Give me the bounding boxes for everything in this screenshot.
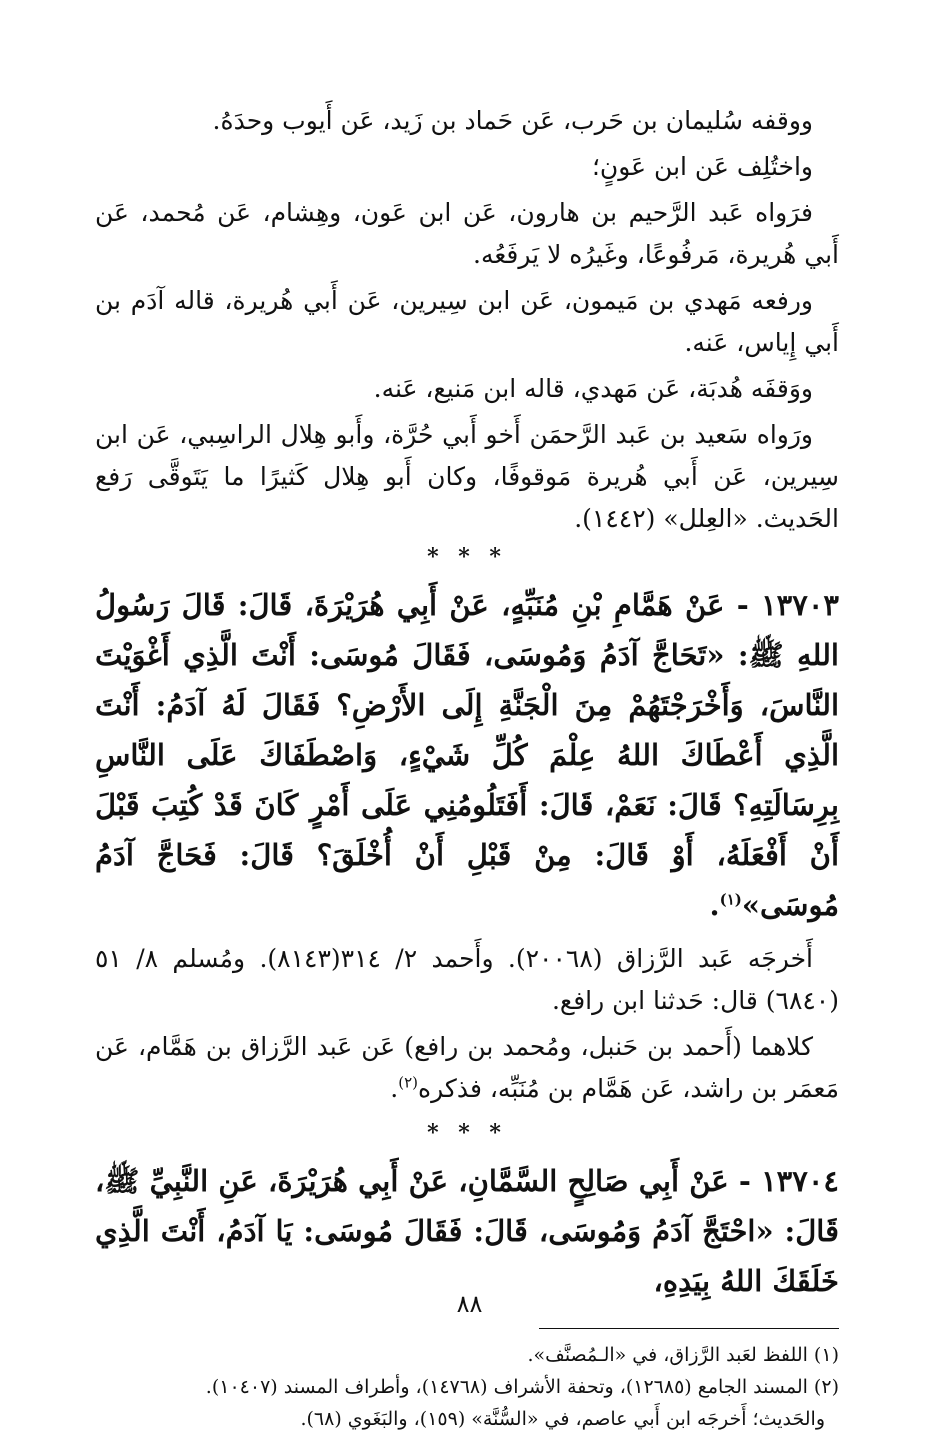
takhrij-text: كلاهما (أَحمد بن حَنبل، ومُحمد بن رافع) عَن عَبد الرَّزاق بن هَمَّام، عَن مَعمَر بن راشد، عَن هَمَّام بن مُنَبِّه، فذكره	[95, 1032, 839, 1103]
page-number: ٨٨	[456, 1290, 483, 1318]
takhrij-paragraph: كلاهما (أَحمد بن حَنبل، ومُحمد بن رافع) عَن عَبد الرَّزاق بن هَمَّام، عَن مَعمَر بن راشد، عَن هَمَّام بن مُنَبِّه، فذكره$^{(٢)}$.	[95, 1032, 839, 1103]
footnote-divider	[539, 1328, 839, 1329]
takhrij-paragraph: أَخرجَه عَبد الرَّزاق (٢٠٠٦٨). وأَحمد ٢/ ٣١٤(٨١٤٣). ومُسلم ٨/ ٥١ (٦٨٤٠) قال: حَدثنا ابن رافع.	[95, 944, 839, 1015]
hadith-text: - عَنْ أَبِي صَالِحٍ السَّمَّانِ، عَنْ أَبِي هُرَيْرَةَ، عَنِ النَّبِيِّ ﷺ، قَالَ: «احْتَجَّ آدَمُ وَمُوسَى، قَالَ: فَقَالَ مُوسَى: يَا آدَمُ، أَنْتَ الَّذِي خَلَقَكَ اللهُ بِيَدِهِ،	[95, 1164, 839, 1298]
hadith-text: - عَنْ هَمَّامِ بْنِ مُنَبِّهٍ، عَنْ أَبِي هُرَيْرَةَ، قَالَ: قَالَ رَسُولُ اللهِ ﷺ: «تَحَاجَّ آدَمُ وَمُوسَى، فَقَالَ مُوسَى: أَنْتَ الَّذِي أَغْوَيْتَ النَّاسَ، وَأَخْرَجْتَهُمْ مِنَ الْجَنَّةِ إِلَى الأَرْضِ؟ فَقَالَ لَهُ آدَمُ: أَنْتَ الَّذِي أَعْطَاكَ اللهُ عِلْمَ كُلِّ شَيْءٍ، وَاصْطَفَاكَ عَلَى النَّاسِ بِرِسَالَتِهِ؟ قَالَ: نَعَمْ، قَالَ: أَفَتَلُومُنِي عَلَى أَمْرٍ كَانَ قَدْ كُتِبَ قَبْلَ أَنْ أَفْعَلَهُ، أَوْ قَالَ: مِنْ قَبْلِ أَنْ أُخْلَقَ؟ قَالَ: فَحَاجَّ آدَمُ مُوسَى»	[95, 588, 839, 922]
hadith-13703: ١٣٧٠٣ - عَنْ هَمَّامِ بْنِ مُنَبِّهٍ، عَنْ أَبِي هُرَيْرَةَ، قَالَ: قَالَ رَسُولُ اللهِ ﷺ: «تَحَاجَّ آدَمُ وَمُوسَى، فَقَالَ مُوسَى: أَنْتَ الَّذِي أَغْوَيْتَ النَّاسَ، وَأَخْرَجْتَهُمْ مِنَ الْجَنَّةِ إِلَى الأَرْضِ؟ فَقَالَ لَهُ آدَمُ: أَنْتَ الَّذِي أَعْطَاكَ اللهُ عِلْمَ كُلِّ شَيْءٍ، وَاصْطَفَاكَ عَلَى النَّاسِ بِرِسَالَتِهِ؟ قَالَ: نَعَمْ، قَالَ: أَفَتَلُومُنِي عَلَى أَمْرٍ كَانَ قَدْ كُتِبَ قَبْلَ أَنْ أَفْعَلَهُ، أَوْ قَالَ: مِنْ قَبْلِ أَنْ أُخْلَقَ؟ قَالَ: فَحَاجَّ آدَمُ مُوسَى»$^{(١)}$.	[95, 588, 839, 922]
footnote-2: (٢) المسند الجامع (١٢٦٨٥)، وتحفة الأشراف (١٤٧٦٨)، وأطراف المسند (١٠٤٠٧).	[205, 1376, 839, 1398]
paragraph: فرَواه عَبد الرَّحيم بن هارون، عَن ابن عَون، وهِشام، عَن مُحمد، عَن أَبي هُريرة، مَرفُوعًا، وغَيرُه لا يَرفَعُه.	[95, 198, 839, 269]
hadith-number: ١٣٧٠٤	[761, 1164, 839, 1198]
section-separator: * * *	[427, 544, 507, 570]
paragraph: ورفعه مَهدي بن مَيمون، عَن ابن سِيرين، عَن أَبي هُريرة، قاله آدَم بن أَبي إِياس، عَنه.	[95, 286, 839, 357]
footnote-2-continuation: والحَديث؛ أَخرجَه ابن أَبي عاصم، في «السُّنَّة» (١٥٩)، والبَغَوي (٦٨).	[300, 1408, 825, 1430]
paragraph: ووقفه سُليمان بن حَرب، عَن حَماد بن زَيد، عَن أَيوب وحدَهُ.	[212, 106, 813, 135]
footnote-ref[interactable]: (٢)	[398, 1073, 419, 1092]
hadith-number: ١٣٧٠٣	[761, 588, 839, 622]
hadith-13704	[95, 1156, 839, 1306]
footnote-ref[interactable]: (١)	[719, 890, 742, 909]
footnote-1: (١) اللفظ لعَبد الرَّزاق، في «الـمُصنَّف».	[527, 1344, 839, 1366]
section-separator: * * *	[427, 1120, 507, 1146]
paragraph: ووَقفَه هُدبَة، عَن مَهدي، قاله ابن مَنيع، عَنه.	[373, 374, 813, 403]
paragraph: واختُلِف عَن ابن عَونٍ؛	[591, 152, 813, 181]
paragraph: ورَواه سَعيد بن عَبد الرَّحمَن أَخو أَبي حُرَّة، وأَبو هِلال الراسِبي، عَن ابن سِيرين، عَن أَبي هُريرة مَوقوفًا، وكان أَبو هِلال كَثيرًا ما يَتَوقَّى رَفع الحَديث. «العِلل» (١٤٤٢).	[95, 420, 839, 533]
